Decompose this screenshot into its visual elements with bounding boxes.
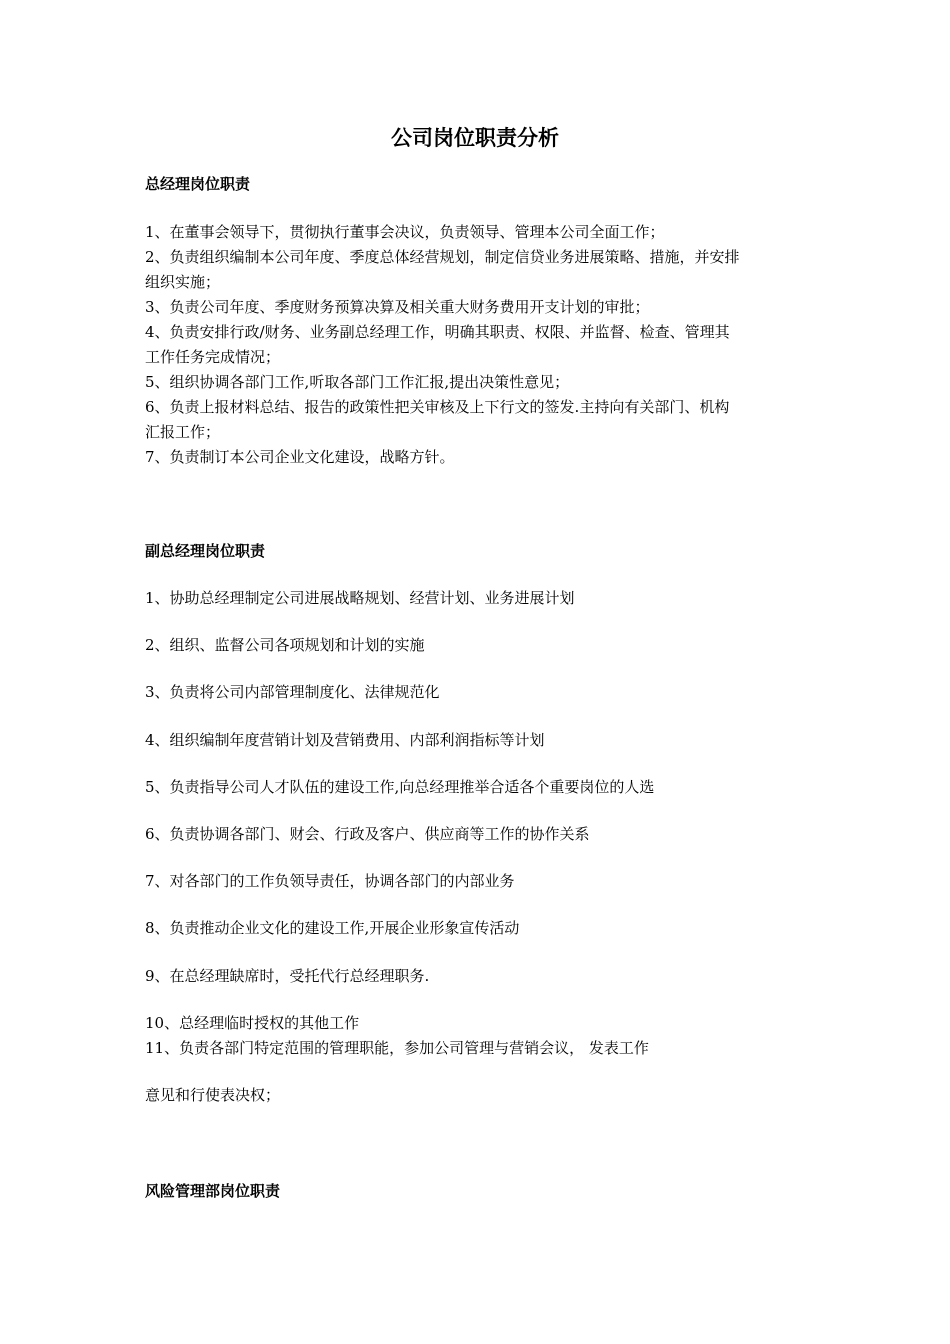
paragraph-line: 7、对各部门的工作负领导责任，协调各部门的内部业务 — [145, 872, 515, 890]
paragraph-line: 1、在董事会领导下，贯彻执行董事会决议，负责领导、管理本公司全面工作； — [145, 223, 665, 241]
paragraph-line: 4、组织编制年度营销计划及营销费用、内部利润指标等计划 — [145, 731, 545, 749]
paragraph-line: 1、协助总经理制定公司进展战略规划、经营计划、业务进展计划 — [145, 589, 575, 607]
paragraph-line: 10、总经理临时授权的其他工作 — [145, 1014, 360, 1032]
document-title: 公司岗位职责分析 — [391, 125, 559, 150]
paragraph-line: 9、在总经理缺席时，受托代行总经理职务. — [145, 967, 430, 985]
paragraph-line: 6、负责上报材料总结、报告的政策性把关审核及上下行文的签发.主持向有关部门、机构 — [145, 398, 730, 416]
paragraph-line: 6、负责协调各部门、财会、行政及客户、供应商等工作的协作关系 — [145, 825, 590, 843]
paragraph-line: 3、负责将公司内部管理制度化、法律规范化 — [145, 683, 440, 701]
paragraph-line: 2、负责组织编制本公司年度、季度总体经营规划，制定信贷业务进展策略、措施，并安排 — [145, 248, 740, 266]
section-heading-deputy-general-manager: 副总经理岗位职责 — [145, 542, 266, 560]
paragraph-line: 工作任务完成情况； — [145, 348, 281, 366]
paragraph-line: 3、负责公司年度、季度财务预算决算及相关重大财务费用开支计划的审批； — [145, 298, 650, 316]
section-heading-risk-management: 风险管理部岗位职责 — [145, 1182, 281, 1200]
paragraph-line: 5、负责指导公司人才队伍的建设工作,向总经理推举合适各个重要岗位的人选 — [145, 778, 655, 796]
paragraph-line: 8、负责推动企业文化的建设工作,开展企业形象宣传活动 — [145, 919, 520, 937]
section-heading-general-manager: 总经理岗位职责 — [145, 175, 251, 193]
paragraph-line: 2、组织、监督公司各项规划和计划的实施 — [145, 636, 425, 654]
paragraph-line: 意见和行使表决权； — [145, 1086, 281, 1104]
paragraph-line: 11、负责各部门特定范围的管理职能，参加公司管理与营销会议， 发表工作 — [145, 1039, 649, 1057]
paragraph-line: 组织实施； — [145, 273, 221, 291]
paragraph-line: 5、组织协调各部门工作,听取各部门工作汇报,提出决策性意见； — [145, 373, 570, 391]
paragraph-line: 4、负责安排行政/财务、业务副总经理工作，明确其职责、权限、并监督、检查、管理其 — [145, 323, 730, 341]
paragraph-line: 汇报工作； — [145, 423, 221, 441]
paragraph-line: 7、负责制订本公司企业文化建设，战略方针。 — [145, 448, 455, 466]
